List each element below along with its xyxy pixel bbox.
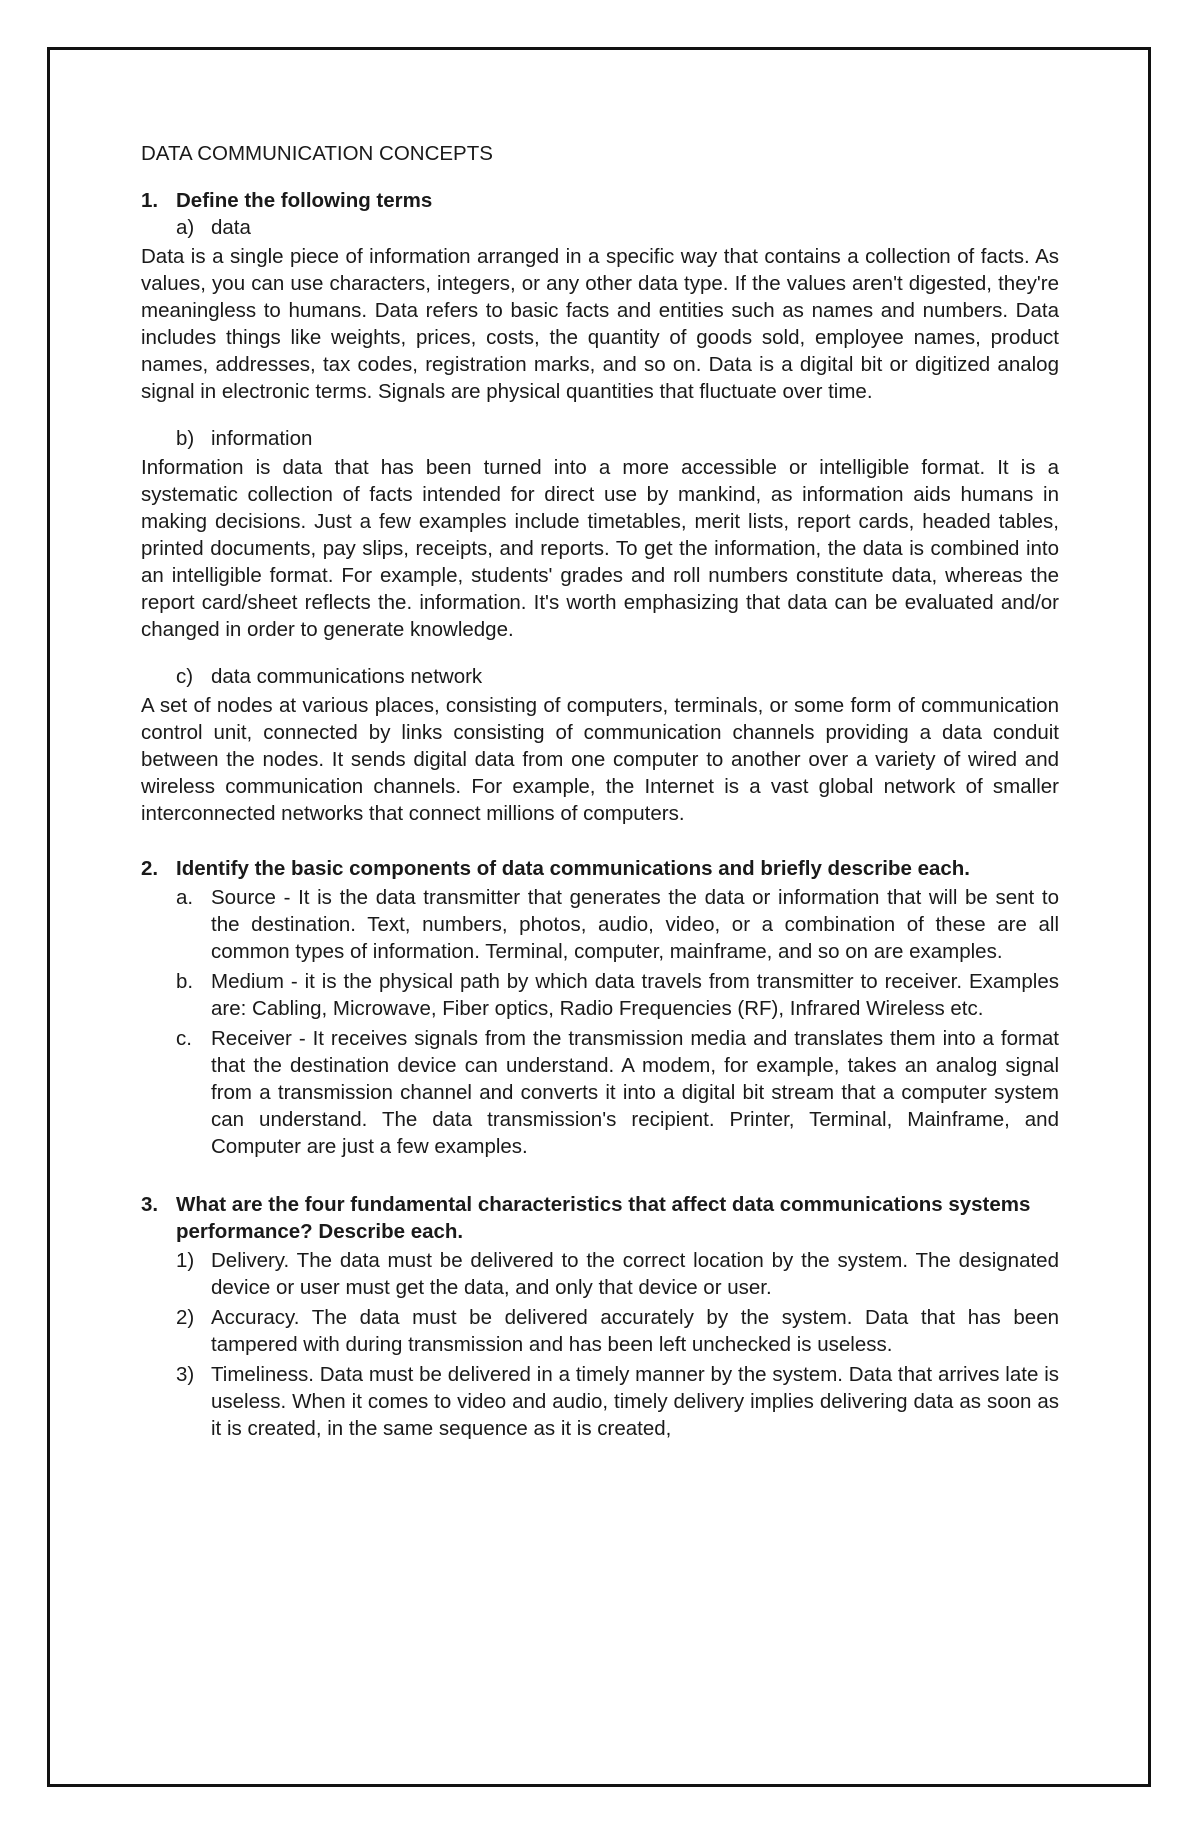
question-2-text: Identify the basic components of data communications and briefly describe each.: [176, 857, 970, 880]
list-text: Receiver - It receives signals from the transmission media and translates them into a format that the destination device can understand. A modem, for example, takes an analog signal from a transmission channel and converts it into a digital bit stream that a computer system can understand. The data transmission's recipient. Printer, Terminal, Mainframe, and Computer are just a few examples.: [211, 1027, 1059, 1158]
list-marker: a.: [176, 886, 194, 909]
list-text: Delivery. The data must be delivered to the correct location by the system. The designated device or user must get the data, and only that device or user.: [211, 1249, 1059, 1299]
term-c-heading: [176, 663, 1059, 690]
list-marker: 1): [176, 1249, 195, 1272]
question-3-heading: [141, 1191, 1059, 1245]
question-1-number: 1.: [141, 189, 159, 212]
list-item: [176, 968, 1059, 1022]
term-b-definition: Information is data that has been turned into a more accessible or intelligible format. It is a systematic collection of facts intended for direct use by mankind, as information aids humans in making decisions. Just a few examples include timetables, merit lists, report cards, headed tables, printed documents, pay slips, receipts, and reports. To get the information, the data is combined into an intelligible format. For example, students' grades and roll numbers constitute data, whereas the report card/sheet reflects the. information. It's worth emphasizing that data can be evaluated and/or changed in order to generate knowledge.: [141, 456, 1059, 641]
term-b-term: information: [211, 427, 313, 450]
question-1-text: Define the following terms: [176, 189, 433, 212]
question-3-number: 3.: [141, 1193, 159, 1216]
term-c-term: data communications network: [211, 665, 483, 688]
document-body: [141, 140, 1059, 1445]
list-item: [176, 1247, 1059, 1301]
question-2-heading: [141, 855, 1059, 882]
characteristics-list: [176, 1247, 1059, 1442]
list-text: Medium - it is the physical path by which data travels from transmitter to receiver. Examples are: Cabling, Microwave, Fiber optics, Radio Frequencies (RF), Infrared Wireless etc.: [211, 970, 1059, 1020]
question-2-number: 2.: [141, 857, 159, 880]
term-a-definition: Data is a single piece of information arranged in a specific way that contains a collection of facts. As values, you can use characters, integers, or any other data type. If the values aren't digested, they're meaningless to humans. Data refers to basic facts and entities such as names and numbers. Data includes things like weights, prices, costs, the quantity of goods sold, employee names, product names, addresses, tax codes, registration marks, and so on. Data is a digital bit or digitized analog signal in electronic terms. Signals are physical quantities that fluctuate over time.: [141, 245, 1059, 403]
list-marker: c.: [176, 1027, 192, 1050]
question-3-text: What are the four fundamental characteristics that affect data communications systems performance? Describe each.: [176, 1193, 1031, 1243]
term-a-label: a): [176, 216, 195, 239]
term-c-definition: A set of nodes at various places, consisting of computers, terminals, or some form of communication control unit, connected by links consisting of communication channels providing a data conduit between the nodes. It sends digital data from one computer to another over a variety of wired and wireless communication channels. For example, the Internet is a vast global network of smaller interconnected networks that connect millions of computers.: [141, 694, 1059, 825]
list-item: [176, 1025, 1059, 1160]
list-text: Accuracy. The data must be delivered accurately by the system. Data that has been tampered with during transmission and has been left unchecked is useless.: [211, 1306, 1059, 1356]
list-marker: b.: [176, 970, 194, 993]
components-list: [176, 884, 1059, 1160]
list-item: [176, 1304, 1059, 1358]
list-text: Timeliness. Data must be delivered in a timely manner by the system. Data that arrives late is useless. When it comes to video and audio, timely delivery implies delivering data as soon as it is created, in the same sequence as it is created,: [211, 1363, 1059, 1440]
term-a-heading: [176, 214, 1059, 241]
list-marker: 3): [176, 1363, 195, 1386]
list-text: Source - It is the data transmitter that generates the data or information that will be sent to the destination. Text, numbers, photos, audio, video, or a combination of these are all common types of information. Terminal, computer, mainframe, and so on are examples.: [211, 886, 1059, 963]
term-c-label: c): [176, 665, 194, 688]
term-b-heading: [176, 425, 1059, 452]
list-marker: 2): [176, 1306, 195, 1329]
list-item: [176, 1361, 1059, 1442]
list-item: [176, 884, 1059, 965]
term-b-label: b): [176, 427, 195, 450]
document-title: DATA COMMUNICATION CONCEPTS: [141, 142, 493, 165]
question-1-heading: [141, 187, 1059, 214]
term-a-term: data: [211, 216, 251, 239]
